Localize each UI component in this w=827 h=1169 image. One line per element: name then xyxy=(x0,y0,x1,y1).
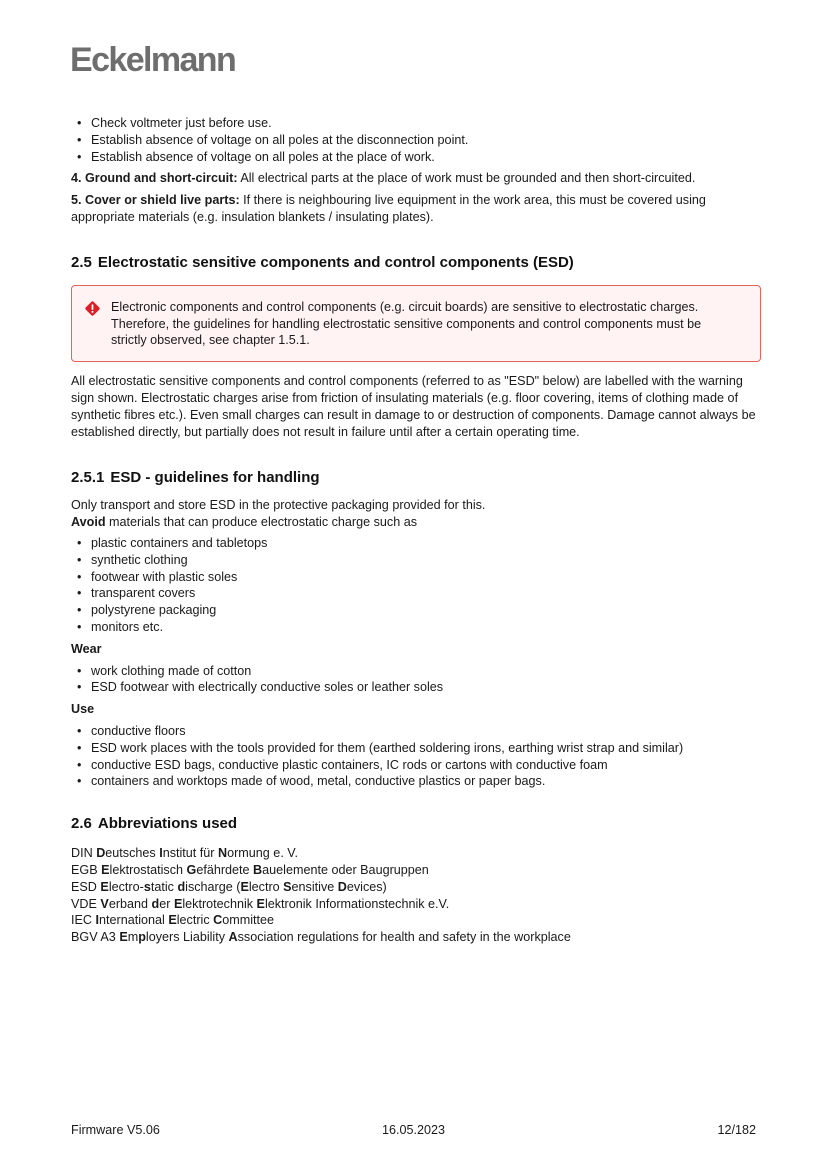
abbreviation-row xyxy=(71,929,761,946)
abbreviation-text: evices) xyxy=(346,879,387,894)
abbreviation-initial: E xyxy=(101,862,110,877)
abbreviation-row xyxy=(71,912,761,929)
step-ground xyxy=(71,170,761,187)
abbreviation-list xyxy=(71,845,761,946)
abbreviation-row xyxy=(71,896,761,913)
abbreviation-initial: I xyxy=(95,913,99,928)
abbreviation-initial: D xyxy=(337,879,347,894)
section-heading-2-5-1 xyxy=(71,468,761,488)
abbreviation-initial: E xyxy=(173,896,183,911)
abbreviation-row xyxy=(71,879,761,896)
abbreviation-text: erband xyxy=(108,896,152,911)
company-logo: Eckelmann xyxy=(70,41,236,79)
page-footer xyxy=(71,1122,756,1140)
abbreviation-initial: E xyxy=(240,879,249,894)
list-item: • ESD work places with the tools provided for them (earthed soldering irons, earthing wrist strap and similar) xyxy=(71,740,761,757)
abbreviation-initial: C xyxy=(213,913,223,928)
footer-date: 16.05.2023 xyxy=(381,1123,446,1137)
abbreviation-initial: E xyxy=(168,913,177,928)
section-heading-2-6 xyxy=(71,814,761,834)
abbreviation-text: lektrostatisch xyxy=(109,862,187,877)
abbreviation-text: lectro xyxy=(248,879,284,894)
list-item: • footwear with plastic soles xyxy=(71,569,761,586)
section-title: Abbreviations used xyxy=(97,815,238,833)
abbreviation-initial: p xyxy=(138,930,146,945)
abbreviation-text: lectro- xyxy=(108,879,144,894)
abbreviation-text: ESD xyxy=(71,879,101,894)
abbreviation-initial: E xyxy=(119,930,128,945)
list-item: • ESD footwear with electrically conductive soles or leather soles xyxy=(71,679,761,696)
warning-box xyxy=(71,285,761,362)
abbreviation-text: m xyxy=(127,930,139,945)
abbreviation-text: efährdete xyxy=(196,862,254,877)
abbreviation-text: loyers Liability xyxy=(145,930,229,945)
list-item: • work clothing made of cotton xyxy=(71,663,761,680)
abbreviation-initial: G xyxy=(186,862,197,877)
abbreviation-row xyxy=(71,845,761,862)
list-item: • containers and worktops made of wood, metal, conductive plastics or paper bags. xyxy=(71,773,761,790)
abbreviation-text: nternational xyxy=(99,913,169,928)
avoid-intro xyxy=(71,514,761,531)
abbreviation-initial: B xyxy=(253,862,263,877)
abbreviation-text: ssociation regulations for health and safety in the workplace xyxy=(237,930,571,945)
warning-diamond-icon xyxy=(84,300,101,317)
esd-description: All electrostatic sensitive components and control components (referred to as "ESD" below) are labelled with the warning sign shown. Electrostatic charges arise from friction of insulating materials (e.g. floor covering, items of clothing made of synthetic fibres etc.). Even small charges can result in damage to or destruction of components. Damage cannot always be established directly, but partially does not result in failure until after a certain operating time. xyxy=(71,374,756,439)
list-item: • monitors etc. xyxy=(71,619,761,636)
footer-firmware: Firmware V5.06 xyxy=(71,1123,160,1137)
section-heading-2-5 xyxy=(71,253,761,273)
transport-note: Only transport and store ESD in the protective packaging provided for this. xyxy=(71,498,486,513)
section-number: 2.6 xyxy=(71,815,92,833)
list-item: • conductive floors xyxy=(71,723,761,740)
abbreviation-text: eutsches xyxy=(105,846,160,861)
section-number: 2.5 xyxy=(71,253,92,271)
list-item: • Check voltmeter just before use. xyxy=(71,115,761,132)
abbreviation-initial: E xyxy=(100,879,109,894)
step-cover xyxy=(71,192,761,226)
list-item: • plastic containers and tabletops xyxy=(71,535,761,552)
step-label: 4. Ground and short-circuit: xyxy=(71,171,238,186)
abbreviation-initial: E xyxy=(256,896,265,911)
abbreviation-text: DIN xyxy=(71,846,97,861)
list-item: • conductive ESD bags, conductive plastic containers, IC rods or cartons with conductive foam xyxy=(71,757,761,774)
abbreviation-initial: N xyxy=(218,846,228,861)
abbreviation-text: tatic xyxy=(150,879,178,894)
step-text: All electrical parts at the place of work must be grounded and then short-circuited. xyxy=(237,171,696,186)
section-title: Electrostatic sensitive components and control components (ESD) xyxy=(97,253,574,271)
abbreviation-text: ensitive xyxy=(291,879,338,894)
abbreviation-initial: D xyxy=(96,846,106,861)
abbreviation-text: VDE xyxy=(71,896,101,911)
abbreviation-row xyxy=(71,862,761,879)
abbreviation-text: EGB xyxy=(71,862,102,877)
abbreviation-text: auelemente oder Baugruppen xyxy=(262,862,429,877)
abbreviation-initial: A xyxy=(228,930,238,945)
use-list xyxy=(71,723,761,790)
abbreviation-initial: d xyxy=(151,896,160,911)
abbreviation-text: ormung e. V. xyxy=(227,846,299,861)
abbreviation-text: lektrotechnik xyxy=(182,896,257,911)
avoid-list xyxy=(71,535,761,636)
list-item: • Establish absence of voltage on all poles at the disconnection point. xyxy=(71,132,761,149)
abbreviation-text: IEC xyxy=(71,913,96,928)
abbreviation-text: nstitut für xyxy=(162,846,218,861)
section-number: 2.5.1 xyxy=(71,469,105,487)
abbreviation-initial: s xyxy=(143,879,151,894)
step-text: If there is neighbouring live equipment in the work area, this must be covered using appropriate materials (e.g. insulation blankets / insulating plates). xyxy=(71,193,706,224)
abbreviation-initial: V xyxy=(100,896,109,911)
abbreviation-initial: S xyxy=(283,879,292,894)
abbreviation-initial: d xyxy=(177,879,186,894)
intro-bullet-list xyxy=(71,115,761,165)
use-label: Use xyxy=(71,702,95,717)
list-item: • polystyrene packaging xyxy=(71,602,761,619)
abbreviation-text: ischarge ( xyxy=(185,879,241,894)
avoid-text: materials that can produce electrostatic charge such as xyxy=(105,515,418,530)
avoid-label: Avoid xyxy=(71,515,106,530)
wear-label: Wear xyxy=(71,641,102,656)
abbreviation-initial: I xyxy=(159,846,163,861)
warning-text: Electronic components and control components (e.g. circuit boards) are sensitive to electrostatic charges. Therefore, the guidelines for handling electrostatic sensitive components and control components must be strictly observed, see chapter 1.5.1. xyxy=(111,299,702,348)
footer-page-number: 12/182 xyxy=(717,1123,756,1137)
abbreviation-text: lectric xyxy=(176,913,214,928)
list-item: • Establish absence of voltage on all poles at the place of work. xyxy=(71,149,761,166)
wear-list xyxy=(71,663,761,697)
abbreviation-text: ommittee xyxy=(222,913,275,928)
abbreviation-text: er xyxy=(159,896,174,911)
list-item: • synthetic clothing xyxy=(71,552,761,569)
abbreviation-text: lektronik Informationstechnik e.V. xyxy=(264,896,450,911)
page-content xyxy=(71,115,761,946)
step-label: 5. Cover or shield live parts: xyxy=(71,193,240,208)
list-item: • transparent covers xyxy=(71,585,761,602)
section-title: ESD - guidelines for handling xyxy=(110,469,320,487)
abbreviation-text: BGV A3 xyxy=(71,930,120,945)
